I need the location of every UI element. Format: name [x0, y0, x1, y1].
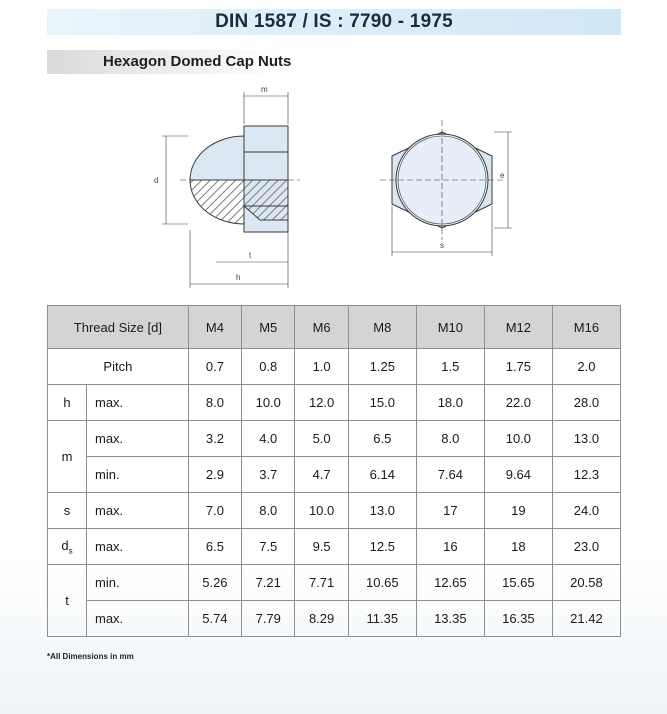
cell: 1.5 — [416, 349, 484, 385]
dimensions-table — [47, 305, 621, 637]
cell: 15.0 — [348, 385, 416, 421]
cell: 6.5 — [348, 421, 416, 457]
cell: 8.0 — [416, 421, 484, 457]
cell: 24.0 — [552, 493, 620, 529]
size-header: M16 — [552, 306, 620, 349]
cell: 22.0 — [484, 385, 552, 421]
label-d: d — [154, 176, 159, 185]
size-header: M5 — [242, 306, 295, 349]
cell: 7.0 — [188, 493, 241, 529]
label-s: s — [440, 241, 444, 250]
row-label: min. — [87, 457, 189, 493]
row-label: max. — [87, 529, 189, 565]
cell: 28.0 — [552, 385, 620, 421]
row-symbol: t — [48, 565, 87, 637]
top-view — [380, 120, 512, 256]
cell: 6.14 — [348, 457, 416, 493]
row-label: max. — [87, 385, 189, 421]
cell: 13.0 — [552, 421, 620, 457]
cell: 7.71 — [295, 565, 348, 601]
cell: 21.42 — [552, 601, 620, 637]
cell: 3.7 — [242, 457, 295, 493]
size-header: M12 — [484, 306, 552, 349]
label-m: m — [261, 85, 268, 94]
cell: 19 — [484, 493, 552, 529]
corner-header: Thread Size [d] — [48, 306, 189, 349]
label-e: e — [500, 171, 505, 180]
cell: 6.5 — [188, 529, 241, 565]
cell: 13.0 — [348, 493, 416, 529]
cell: 18.0 — [416, 385, 484, 421]
row-label: max. — [87, 601, 189, 637]
cell: 18 — [484, 529, 552, 565]
row-label: max. — [87, 493, 189, 529]
label-h: h — [236, 273, 241, 282]
cell: 9.5 — [295, 529, 348, 565]
table-row-pitch — [48, 349, 621, 385]
cell: 20.58 — [552, 565, 620, 601]
cell: 7.64 — [416, 457, 484, 493]
table-row-h — [48, 385, 621, 421]
cell: 9.64 — [484, 457, 552, 493]
cell: 0.7 — [188, 349, 241, 385]
table-row-ds — [48, 529, 621, 565]
cell: 16.35 — [484, 601, 552, 637]
cell: 12.5 — [348, 529, 416, 565]
cell: 2.9 — [188, 457, 241, 493]
cell: 4.7 — [295, 457, 348, 493]
table-row-m-max — [48, 421, 621, 457]
cell: 7.21 — [242, 565, 295, 601]
cell: 8.0 — [188, 385, 241, 421]
cell: 5.0 — [295, 421, 348, 457]
row-symbol: h — [48, 385, 87, 421]
cell: 11.35 — [348, 601, 416, 637]
cell: 1.0 — [295, 349, 348, 385]
cell: 10.0 — [295, 493, 348, 529]
cell: 12.3 — [552, 457, 620, 493]
cell: 13.35 — [416, 601, 484, 637]
cell: 7.79 — [242, 601, 295, 637]
cell: 17 — [416, 493, 484, 529]
side-view — [162, 92, 300, 288]
cell: 8.29 — [295, 601, 348, 637]
row-symbol-sub: s — [68, 546, 73, 556]
label-t: t — [249, 251, 252, 260]
cell: 3.2 — [188, 421, 241, 457]
cell: 16 — [416, 529, 484, 565]
cell: 10.65 — [348, 565, 416, 601]
cell: 10.0 — [484, 421, 552, 457]
row-symbol: m — [48, 421, 87, 493]
cell: 8.0 — [242, 493, 295, 529]
row-symbol: s — [48, 493, 87, 529]
row-label: min. — [87, 565, 189, 601]
cell: 23.0 — [552, 529, 620, 565]
size-header: M10 — [416, 306, 484, 349]
technical-drawing — [140, 80, 540, 290]
row-label: max. — [87, 421, 189, 457]
row-label: Pitch — [48, 349, 189, 385]
row-symbol-main: d — [61, 537, 69, 553]
cell: 10.0 — [242, 385, 295, 421]
cell: 12.65 — [416, 565, 484, 601]
cell: 4.0 — [242, 421, 295, 457]
cell: 1.25 — [348, 349, 416, 385]
section-title: Hexagon Domed Cap Nuts — [103, 53, 292, 70]
cell: 1.75 — [484, 349, 552, 385]
table-row-s — [48, 493, 621, 529]
table-row-m-min — [48, 457, 621, 493]
size-header: M8 — [348, 306, 416, 349]
table-row-t-min — [48, 565, 621, 601]
size-header: M4 — [188, 306, 241, 349]
cell: 0.8 — [242, 349, 295, 385]
cell: 12.0 — [295, 385, 348, 421]
size-header: M6 — [295, 306, 348, 349]
cell: 15.65 — [484, 565, 552, 601]
page-title: DIN 1587 / IS : 7790 - 1975 — [215, 11, 453, 32]
cell: 2.0 — [552, 349, 620, 385]
page-title-bar — [47, 9, 621, 35]
row-symbol — [48, 529, 87, 565]
table-header-row — [48, 306, 621, 349]
table-row-t-max — [48, 601, 621, 637]
footnote: *All Dimensions in mm — [47, 652, 134, 661]
cell: 5.74 — [188, 601, 241, 637]
cell: 5.26 — [188, 565, 241, 601]
cell: 7.5 — [242, 529, 295, 565]
